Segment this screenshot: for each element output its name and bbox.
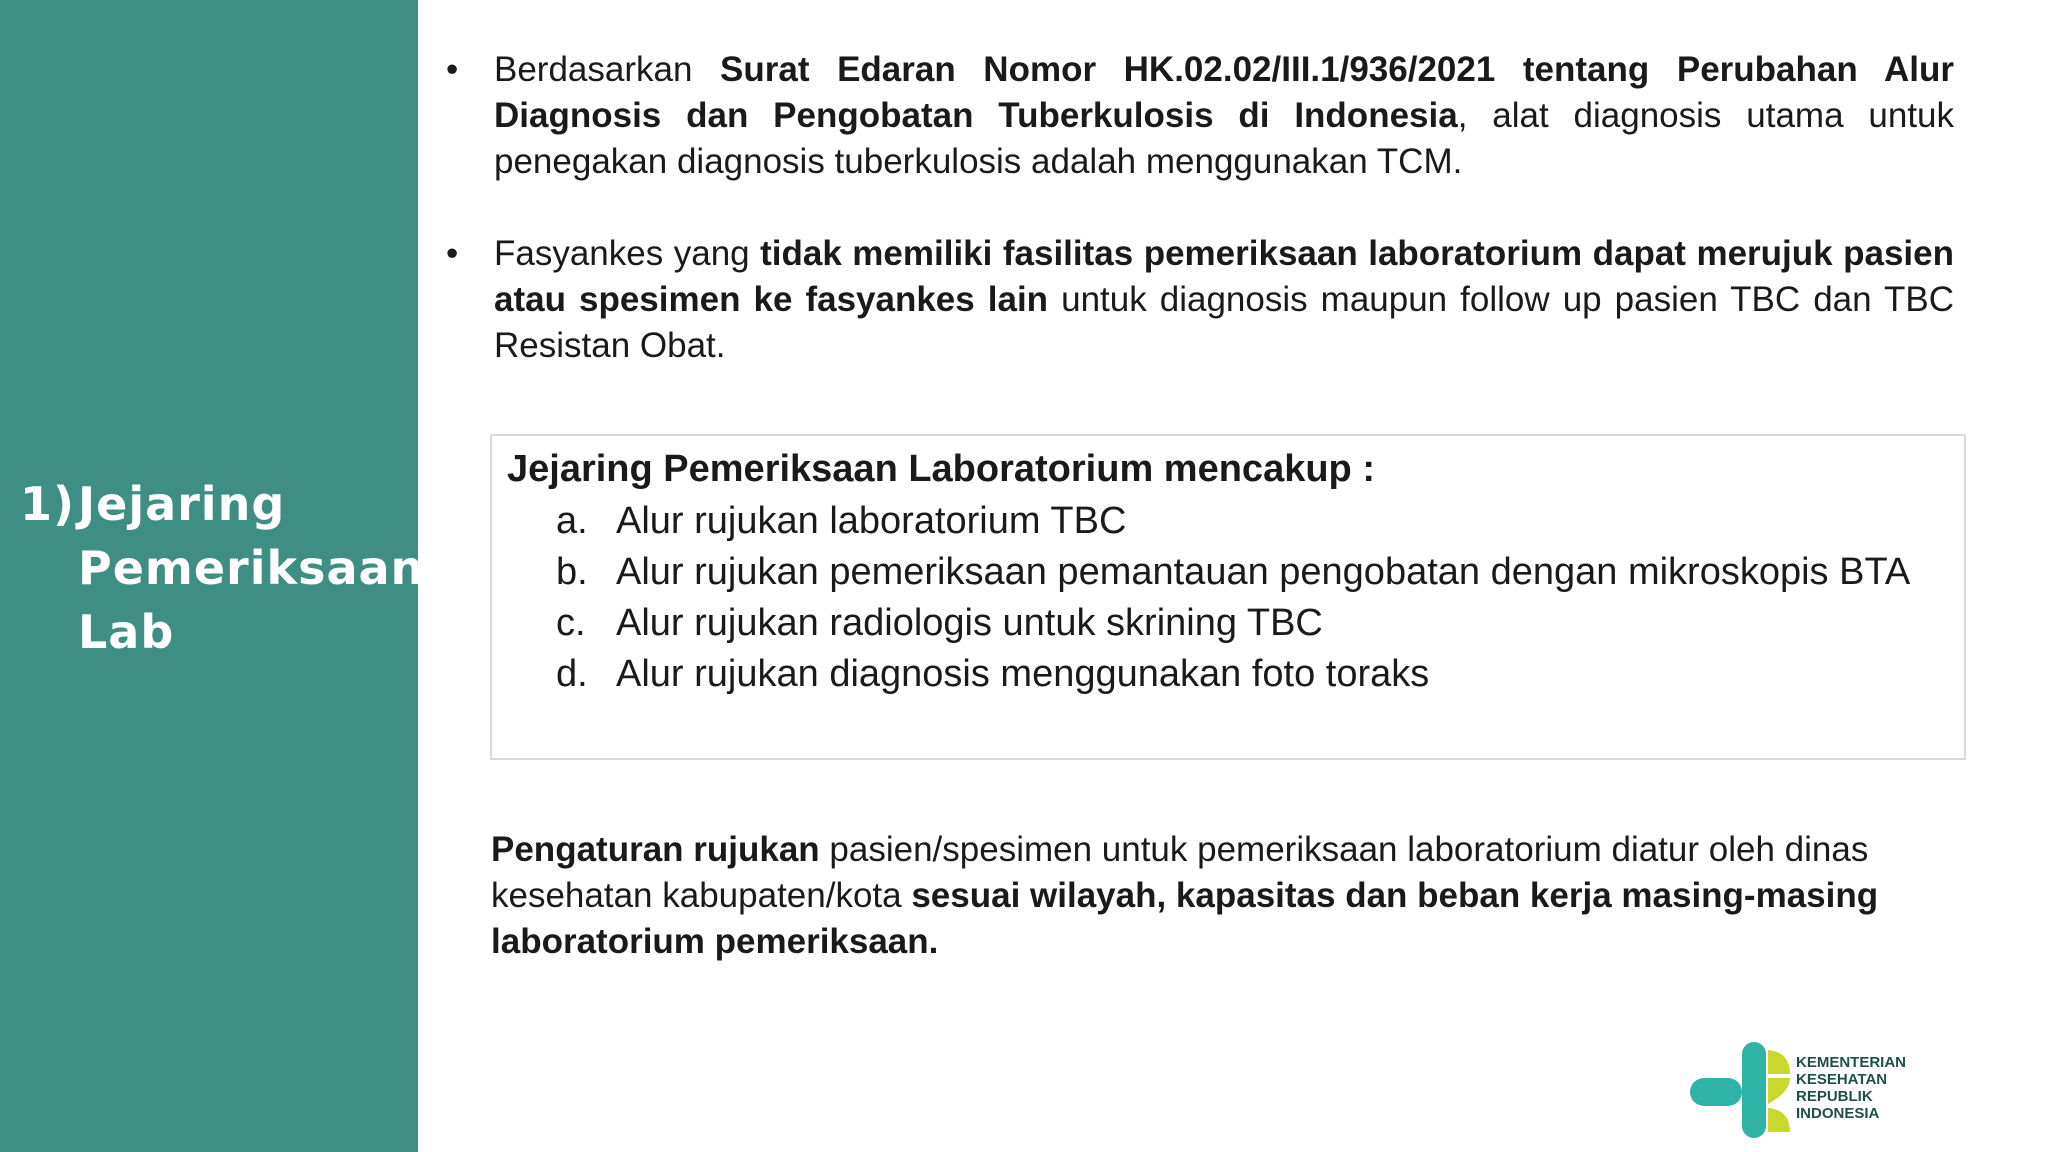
list-item (556, 547, 1946, 598)
section-number: 1) (20, 477, 76, 531)
bullet-text-plain: Fasyankes yang (494, 234, 761, 273)
logo-text-line: KEMENTERIAN (1796, 1054, 1907, 1071)
list-item-text: Alur rujukan laboratorium TBC (616, 500, 1127, 542)
logo-text-line: KESEHATAN (1796, 1071, 1888, 1088)
list-item-text: Alur rujukan pemeriksaan pemantauan pengobatan dengan mikroskopis BTA (616, 551, 1911, 593)
bullet-text (494, 47, 1954, 185)
closing-paragraph (491, 827, 1991, 965)
logo-text-line: REPUBLIK (1796, 1088, 1873, 1105)
list-marker: c. (556, 602, 586, 644)
bullet-text-bold: Surat Edaran Nomor HK.02.02/III.1/936/2021 tentang Perubahan Alur Diagnosis dan Pengobatan Tuberkulosis di Indonesia (494, 50, 1955, 135)
list-item (556, 649, 1946, 700)
bullet-dot-icon: • (446, 234, 459, 273)
list-marker: b. (556, 551, 588, 593)
bullet-item (446, 231, 1954, 369)
closing-plain: pasien/spesimen untuk pemeriksaan laboratorium diatur oleh dinas kesehatan kabupaten/kota (491, 830, 1869, 915)
closing-bold: sesuai wilayah, kapasitas dan beban kerja masing-masing laboratorium pemeriksaan. (491, 876, 1879, 961)
bullet-text-plain: , alat diagnosis utama untuk penegakan diagnosis tuberkulosis adalah menggunakan TCM. (494, 96, 1955, 181)
bullet-text (494, 231, 1954, 369)
bullet-dot-icon: • (446, 50, 459, 89)
section-title-line3: Lab (78, 605, 175, 659)
section-title-line1: Jejaring (78, 477, 286, 531)
list-marker: d. (556, 653, 588, 695)
lab-network-box (490, 434, 1966, 760)
box-list (556, 496, 1946, 700)
closing-bold: Pengaturan rujukan (491, 830, 820, 869)
bullet-text-plain: untuk diagnosis maupun follow up pasien TBC dan TBC Resistan Obat. (494, 280, 1955, 365)
bullet-item (446, 47, 1954, 185)
logo-text-line: INDONESIA (1796, 1105, 1880, 1122)
list-item (556, 496, 1946, 547)
bullet-text-plain: Berdasarkan (494, 50, 721, 89)
bullet-text-bold: tidak memiliki fasilitas pemeriksaan laboratorium dapat merujuk pasien atau spesimen ke fasyankes lain (494, 234, 1954, 319)
logo-wordmark (1796, 1054, 1906, 1122)
list-item-text: Alur rujukan diagnosis menggunakan foto toraks (616, 653, 1430, 695)
list-marker: a. (556, 500, 588, 542)
section-title-line2: Pemeriksaan (78, 541, 425, 595)
list-item (556, 598, 1946, 649)
box-heading: Jejaring Pemeriksaan Laboratorium mencakup : (507, 448, 1375, 490)
list-item-text: Alur rujukan radiologis untuk skrining TBC (616, 602, 1323, 644)
